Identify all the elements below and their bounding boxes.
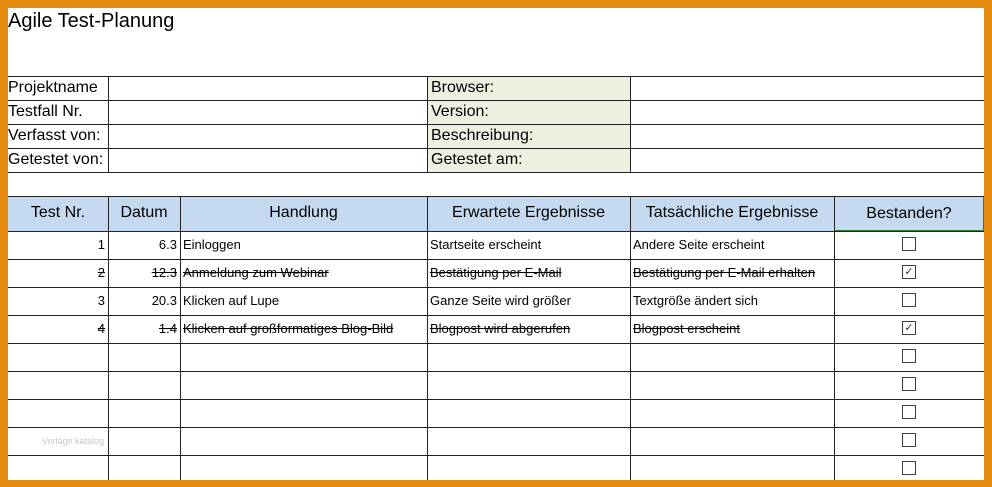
table-cell[interactable] [108, 455, 180, 480]
grid-line [8, 455, 984, 456]
sheet-title: Agile Test-Planung [8, 10, 175, 32]
watermark: Vorlage katalog [42, 436, 105, 446]
column-header[interactable]: Test Nr. [8, 196, 108, 231]
column-header[interactable]: Erwartete Ergebnisse [427, 196, 630, 231]
label-projektname: Projektname [8, 79, 98, 96]
table-cell[interactable] [108, 343, 180, 371]
table-cell[interactable] [8, 399, 108, 427]
checkbox[interactable] [902, 433, 916, 447]
spreadsheet [8, 8, 984, 480]
table-cell[interactable]: 1.4 [158, 321, 177, 336]
grid-line [8, 259, 984, 260]
table-cell[interactable]: Bestätigung per E-Mail [430, 265, 562, 280]
column-header[interactable]: Handlung [180, 196, 427, 231]
grid-line [427, 196, 428, 480]
table-cell[interactable]: 2 [97, 265, 105, 280]
grid-line [8, 315, 984, 316]
table-cell[interactable]: Blogpost erscheint [633, 321, 740, 336]
table-cell[interactable]: Klicken auf großformatiges Blog-Bild [183, 321, 394, 336]
table-cell[interactable]: 3 [97, 293, 105, 308]
table-cell[interactable]: 4 [97, 321, 105, 336]
table-cell[interactable] [427, 455, 630, 480]
grid-line [8, 343, 984, 344]
grid-line [8, 196, 984, 197]
label-getestet-am: Getestet am: [427, 148, 630, 172]
table-cell[interactable]: 20.3 [151, 293, 177, 308]
table-cell[interactable] [427, 343, 630, 371]
label-verfasst: Verfasst von: [8, 127, 101, 144]
table-cell[interactable] [630, 343, 834, 371]
grid-line [8, 427, 984, 428]
table-cell[interactable] [180, 343, 427, 371]
label-version: Version: [427, 100, 630, 124]
label-testfall: Testfall Nr. [8, 103, 83, 120]
column-header[interactable]: Tatsächliche Ergebnisse [630, 196, 834, 231]
grid-line [8, 172, 984, 173]
table-cell[interactable] [630, 371, 834, 399]
table-cell[interactable] [180, 371, 427, 399]
checkbox[interactable] [902, 293, 916, 307]
table-cell[interactable] [427, 427, 630, 455]
table-cell[interactable]: 12.3 [151, 265, 177, 280]
grid-line [8, 399, 984, 400]
table-cell[interactable] [427, 399, 630, 427]
column-header[interactable]: Bestanden? [834, 196, 984, 231]
grid-line [8, 231, 984, 232]
checkbox[interactable] [902, 377, 916, 391]
grid-line [180, 196, 181, 480]
grid-line [8, 76, 984, 77]
table-cell[interactable] [180, 427, 427, 455]
table-cell[interactable] [8, 455, 108, 480]
table-cell[interactable]: Textgröße ändert sich [633, 293, 759, 308]
table-cell[interactable]: 6.3 [158, 237, 177, 252]
label-browser: Browser: [427, 76, 630, 100]
grid-line [8, 371, 984, 372]
grid-line [8, 124, 984, 125]
checkbox-checked[interactable] [902, 265, 916, 279]
checkbox[interactable] [902, 349, 916, 363]
checkbox-checked[interactable] [902, 321, 916, 335]
grid-line [8, 100, 984, 101]
grid-line [427, 76, 428, 172]
table-cell[interactable] [108, 399, 180, 427]
table-cell[interactable]: Klicken auf Lupe [183, 293, 280, 308]
grid-line [8, 287, 984, 288]
label-beschreibung: Beschreibung: [427, 124, 630, 148]
table-cell[interactable] [180, 399, 427, 427]
table-cell[interactable]: Startseite erscheint [430, 237, 542, 252]
grid-line [630, 76, 631, 172]
table-cell[interactable]: 1 [97, 237, 105, 252]
table-cell[interactable] [427, 371, 630, 399]
checkbox[interactable] [902, 237, 916, 251]
checkbox[interactable] [902, 405, 916, 419]
grid-line [630, 196, 631, 480]
label-getestet-von: Getestet von: [8, 151, 104, 168]
table-cell[interactable] [108, 427, 180, 455]
check-icon: ✓ [904, 322, 914, 334]
table-cell[interactable] [8, 371, 108, 399]
grid-line [8, 148, 984, 149]
table-cell[interactable]: Bestätigung per E-Mail erhalten [633, 265, 816, 280]
table-cell[interactable] [630, 399, 834, 427]
table-cell[interactable] [630, 455, 834, 480]
table-cell[interactable] [108, 371, 180, 399]
grid-line [108, 76, 109, 172]
table-cell[interactable]: Anmeldung zum Webinar [183, 265, 329, 280]
table-cell[interactable] [630, 427, 834, 455]
check-icon: ✓ [904, 266, 914, 278]
table-cell[interactable]: Andere Seite erscheint [633, 237, 765, 252]
table-cell[interactable]: Einloggen [183, 237, 241, 252]
grid-line [108, 196, 109, 480]
table-cell[interactable] [180, 455, 427, 480]
table-cell[interactable]: Blogpost wird abgerufen [430, 321, 571, 336]
table-cell[interactable] [8, 343, 108, 371]
grid-line [834, 196, 835, 480]
column-header[interactable]: Datum [108, 196, 180, 231]
checkbox[interactable] [902, 461, 916, 475]
table-cell[interactable]: Ganze Seite wird größer [430, 293, 571, 308]
